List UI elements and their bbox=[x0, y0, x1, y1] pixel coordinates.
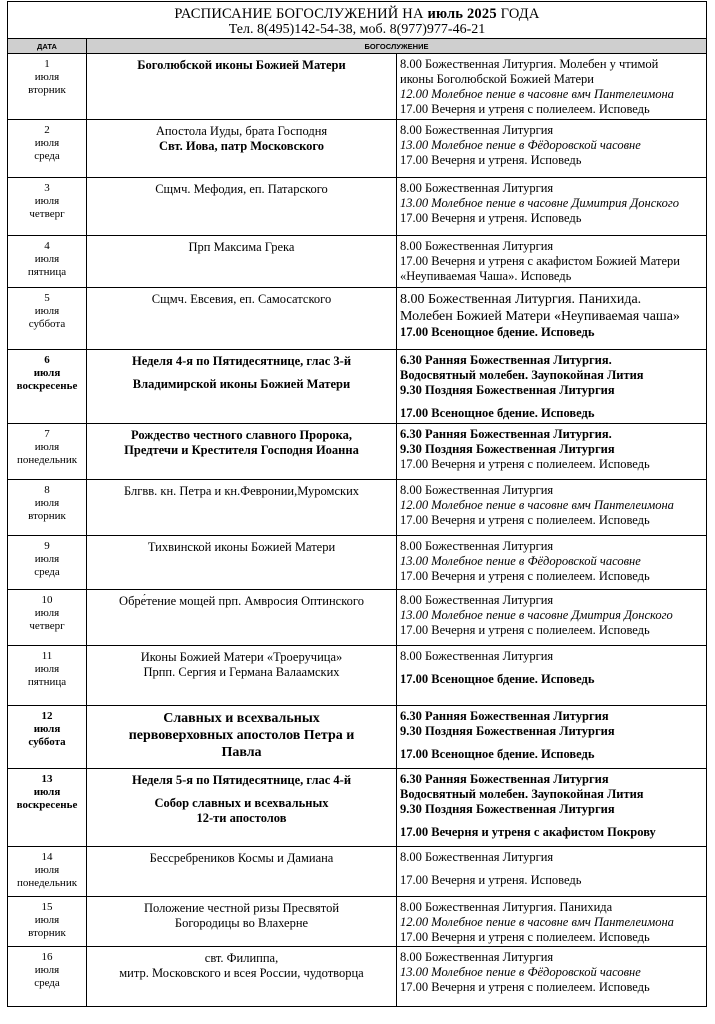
spacer bbox=[91, 369, 392, 377]
feast-cell bbox=[87, 646, 397, 706]
feast-line: Иконы Божией Матери «Троеручица» bbox=[140, 650, 343, 664]
date-cell bbox=[8, 350, 87, 424]
service-line: 17.00 Вечерня и утреня с полиелеем. Исповедь bbox=[400, 930, 650, 944]
date-cell bbox=[8, 590, 87, 646]
date-month: июля bbox=[34, 663, 60, 675]
date-weekday: четверг bbox=[29, 620, 65, 632]
service-line: 9.30 Поздняя Божественная Литургия bbox=[400, 802, 615, 816]
title-suffix: ГОДА bbox=[500, 6, 540, 22]
feast-line: свт. Филиппа, bbox=[204, 951, 279, 965]
service-line: 6.30 Ранняя Божественная Литургия bbox=[400, 709, 609, 723]
service-line: Водосвятный молебен. Заупокойная Лития bbox=[400, 787, 644, 801]
schedule-rows bbox=[8, 54, 707, 1007]
date-weekday: среда bbox=[34, 977, 60, 989]
service-cell bbox=[397, 120, 707, 178]
table-row bbox=[8, 590, 707, 646]
service-line: 17.00 Вечерня и утреня. Исповедь bbox=[400, 211, 582, 225]
feast-line: Бессребреников Космы и Дамиана bbox=[149, 851, 334, 865]
date-weekday: вторник bbox=[28, 510, 66, 522]
schedule-table bbox=[7, 38, 707, 1007]
date-month: июля bbox=[34, 914, 60, 926]
date-month: июля bbox=[34, 305, 60, 317]
service-line: 8.00 Божественная Литургия. Панихида. bbox=[400, 292, 642, 307]
date-day: 2 bbox=[44, 124, 50, 136]
service-line: 17.00 Вечерня и утреня с акафистом Покрову bbox=[400, 825, 656, 839]
service-cell bbox=[397, 350, 707, 424]
date-day: 6 bbox=[44, 354, 50, 366]
feast-line: Прпп. Сергия и Германа Валаамских bbox=[143, 665, 340, 679]
title-month: июль 2025 bbox=[427, 6, 497, 22]
table-row bbox=[8, 706, 707, 769]
date-month: июля bbox=[33, 723, 61, 735]
date-cell bbox=[8, 897, 87, 947]
feast-cell bbox=[87, 178, 397, 236]
date-day: 16 bbox=[41, 951, 53, 963]
service-line: 17.00 Всенощное бдение. Исповедь bbox=[400, 406, 595, 420]
service-line: 17.00 Вечерня и утреня с полиелеем. Исповедь bbox=[400, 980, 650, 994]
feast-line: Тихвинской иконы Божией Матери bbox=[147, 540, 336, 554]
date-weekday: вторник bbox=[28, 84, 66, 96]
service-line: 17.00 Всенощное бдение. Исповедь bbox=[400, 747, 595, 761]
feast-line: Обре́тение мощей прп. Амвросия Оптинского bbox=[119, 594, 364, 608]
title-prefix: РАСПИСАНИЕ БОГОСЛУЖЕНИЙ НА bbox=[174, 6, 424, 22]
service-cell bbox=[397, 288, 707, 350]
date-day: 9 bbox=[44, 540, 50, 552]
date-cell bbox=[8, 769, 87, 847]
feast-cell bbox=[87, 897, 397, 947]
date-month: июля bbox=[33, 367, 61, 379]
feast-cell bbox=[87, 480, 397, 536]
service-line: 12.00 Молебное пение в часовне вмч Пантелеимона bbox=[400, 498, 674, 512]
service-line: 9.30 Поздняя Божественная Литургия bbox=[400, 383, 615, 397]
service-line: 8.00 Божественная Литургия. Панихида bbox=[400, 900, 613, 914]
feast-line: Владимирской иконы Божией Матери bbox=[132, 377, 351, 391]
feast-cell bbox=[87, 590, 397, 646]
service-line: 13.00 Молебное пение в часовне Димитрия Донского bbox=[400, 196, 680, 210]
date-cell bbox=[8, 178, 87, 236]
service-line: 6.30 Ранняя Божественная Литургия. bbox=[400, 427, 612, 441]
date-day: 11 bbox=[41, 650, 53, 662]
feast-line: Славных и всехвальных bbox=[163, 711, 320, 726]
table-header-row bbox=[8, 39, 707, 54]
table-row bbox=[8, 847, 707, 897]
service-line: 8.00 Божественная Литургия bbox=[400, 950, 554, 964]
column-header-service: БОГОСЛУЖЕНИЕ bbox=[87, 39, 707, 54]
service-line: 8.00 Божественная Литургия bbox=[400, 649, 554, 663]
service-cell bbox=[397, 236, 707, 288]
service-line: 8.00 Божественная Литургия bbox=[400, 239, 554, 253]
service-line: 17.00 Всенощное бдение. Исповедь bbox=[400, 672, 595, 686]
spacer bbox=[91, 788, 392, 796]
date-month: июля bbox=[34, 441, 60, 453]
date-cell bbox=[8, 54, 87, 120]
column-header-date: ДАТА bbox=[8, 39, 87, 54]
date-day: 7 bbox=[44, 428, 50, 440]
service-line: 13.00 Молебное пение в часовне Дмитрия Донского bbox=[400, 608, 673, 622]
table-row bbox=[8, 947, 707, 1007]
service-cell bbox=[397, 646, 707, 706]
feast-line: Положение честной ризы Пресвятой bbox=[143, 901, 340, 915]
feast-line: Предтечи и Крестителя Господня Иоанна bbox=[124, 443, 359, 457]
feast-line: Богородицы во Влахерне bbox=[174, 916, 309, 930]
feast-line: Рождество честного славного Пророка, bbox=[131, 428, 352, 442]
date-weekday: вторник bbox=[28, 927, 66, 939]
service-line: 13.00 Молебное пение в Фёдоровской часовне bbox=[400, 138, 641, 152]
feast-cell bbox=[87, 54, 397, 120]
feast-cell bbox=[87, 769, 397, 847]
date-weekday: понедельник bbox=[16, 877, 78, 889]
date-day: 8 bbox=[44, 484, 50, 496]
feast-line: Апостола Иуды, брата Господня bbox=[155, 124, 328, 138]
feast-line: первоверховных апостолов Петра и bbox=[128, 728, 355, 743]
service-cell bbox=[397, 769, 707, 847]
table-row bbox=[8, 54, 707, 120]
feast-cell bbox=[87, 120, 397, 178]
page-title bbox=[8, 6, 706, 22]
date-weekday: четверг bbox=[29, 208, 65, 220]
service-line: иконы Боголюбской Божией Матери bbox=[400, 72, 595, 86]
date-day: 12 bbox=[41, 710, 53, 722]
service-line: 9.30 Поздняя Божественная Литургия bbox=[400, 724, 615, 738]
date-month: июля bbox=[34, 71, 60, 83]
service-line: «Неупиваемая Чаша». Исповедь bbox=[400, 269, 572, 283]
date-cell bbox=[8, 120, 87, 178]
date-cell bbox=[8, 536, 87, 590]
date-month: июля bbox=[34, 607, 60, 619]
spacer bbox=[400, 817, 704, 825]
service-line: 12.00 Молебное пение в часовне вмч Пантелеимона bbox=[400, 87, 674, 101]
service-line: 6.30 Ранняя Божественная Литургия bbox=[400, 772, 609, 786]
date-day: 5 bbox=[44, 292, 50, 304]
service-line: 8.00 Божественная Литургия. Молебен у чтимой bbox=[400, 57, 659, 71]
table-row bbox=[8, 350, 707, 424]
date-cell bbox=[8, 424, 87, 480]
date-weekday: суббота bbox=[28, 736, 66, 748]
table-row bbox=[8, 646, 707, 706]
service-line: 17.00 Вечерня и утреня. Исповедь bbox=[400, 873, 582, 887]
date-cell bbox=[8, 947, 87, 1007]
service-cell bbox=[397, 178, 707, 236]
table-row bbox=[8, 480, 707, 536]
schedule-page bbox=[7, 1, 707, 1007]
service-line: 9.30 Поздняя Божественная Литургия bbox=[400, 442, 615, 456]
table-row bbox=[8, 120, 707, 178]
date-cell bbox=[8, 847, 87, 897]
feast-cell bbox=[87, 536, 397, 590]
date-day: 13 bbox=[41, 773, 53, 785]
feast-line: митр. Московского и всея России, чудотворца bbox=[119, 966, 364, 980]
service-line: 8.00 Божественная Литургия bbox=[400, 123, 554, 137]
date-day: 14 bbox=[41, 851, 53, 863]
table-row bbox=[8, 178, 707, 236]
date-cell bbox=[8, 288, 87, 350]
date-month: июля bbox=[33, 786, 61, 798]
date-day: 15 bbox=[41, 901, 53, 913]
table-row bbox=[8, 424, 707, 480]
date-cell bbox=[8, 480, 87, 536]
feast-line: 12-ти апостолов bbox=[196, 811, 287, 825]
feast-cell bbox=[87, 424, 397, 480]
service-cell bbox=[397, 54, 707, 120]
feast-line: Собор славных и всехвальных bbox=[154, 796, 329, 810]
schedule-header bbox=[7, 1, 707, 38]
feast-line: Павла bbox=[221, 745, 262, 760]
date-day: 1 bbox=[44, 58, 50, 70]
date-month: июля bbox=[34, 195, 60, 207]
service-line: 17.00 Вечерня и утреня с полиелеем. Исповедь bbox=[400, 457, 650, 471]
date-day: 10 bbox=[41, 594, 53, 606]
feast-line: Блгвв. кн. Петра и кн.Февронии,Муромских bbox=[123, 484, 360, 498]
feast-cell bbox=[87, 236, 397, 288]
date-day: 4 bbox=[44, 240, 50, 252]
service-line: 17.00 Всенощное бдение. Исповедь bbox=[400, 325, 595, 339]
date-day: 3 bbox=[44, 182, 50, 194]
service-line: Водосвятный молебен. Заупокойная Лития bbox=[400, 368, 644, 382]
date-weekday: пятница bbox=[27, 266, 67, 278]
service-line: 13.00 Молебное пение в Фёдоровской часовне bbox=[400, 965, 641, 979]
feast-line: Сщмч. Мефодия, еп. Патарского bbox=[155, 182, 328, 196]
date-weekday: пятница bbox=[27, 676, 67, 688]
service-line: 8.00 Божественная Литургия bbox=[400, 483, 554, 497]
service-line: 8.00 Божественная Литургия bbox=[400, 850, 554, 864]
date-cell bbox=[8, 646, 87, 706]
service-line: 17.00 Вечерня и утреня с полиелеем. Исповедь bbox=[400, 569, 650, 583]
spacer bbox=[400, 739, 704, 747]
service-cell bbox=[397, 897, 707, 947]
phone-line: Тел. 8(495)142-54-38, моб. 8(977)977-46-21 bbox=[228, 22, 486, 37]
date-weekday: суббота bbox=[28, 318, 66, 330]
date-weekday: среда bbox=[34, 150, 60, 162]
table-row bbox=[8, 536, 707, 590]
date-weekday: воскресенье bbox=[16, 799, 78, 811]
feast-cell bbox=[87, 288, 397, 350]
date-cell bbox=[8, 706, 87, 769]
feast-line: Неделя 4-я по Пятидесятнице, глас 3-й bbox=[131, 354, 352, 368]
date-month: июля bbox=[34, 964, 60, 976]
date-cell bbox=[8, 236, 87, 288]
service-cell bbox=[397, 947, 707, 1007]
service-line: 17.00 Вечерня и утреня с полиелеем. Исповедь bbox=[400, 623, 650, 637]
service-line: 8.00 Божественная Литургия bbox=[400, 181, 554, 195]
service-cell bbox=[397, 424, 707, 480]
feast-cell bbox=[87, 350, 397, 424]
feast-line: Прп Максима Грека bbox=[188, 240, 295, 254]
date-weekday: воскресенье bbox=[16, 380, 78, 392]
date-weekday: среда bbox=[34, 566, 60, 578]
date-month: июля bbox=[34, 137, 60, 149]
service-cell bbox=[397, 590, 707, 646]
date-month: июля bbox=[34, 864, 60, 876]
feast-line: Сщмч. Евсевия, еп. Самосатского bbox=[151, 292, 332, 306]
table-row bbox=[8, 236, 707, 288]
service-cell bbox=[397, 536, 707, 590]
spacer bbox=[400, 664, 704, 672]
feast-cell bbox=[87, 947, 397, 1007]
table-row bbox=[8, 288, 707, 350]
service-line: 17.00 Вечерня и утреня с акафистом Божией Матери bbox=[400, 254, 680, 268]
date-month: июля bbox=[34, 253, 60, 265]
service-line: 8.00 Божественная Литургия bbox=[400, 593, 554, 607]
table-row bbox=[8, 897, 707, 947]
date-month: июля bbox=[34, 553, 60, 565]
service-line: 6.30 Ранняя Божественная Литургия. bbox=[400, 353, 612, 367]
feast-line: Неделя 5-я по Пятидесятнице, глас 4-й bbox=[131, 773, 352, 787]
service-line: 17.00 Вечерня и утреня. Исповедь bbox=[400, 153, 582, 167]
service-line: 12.00 Молебное пение в часовне вмч Пантелеимона bbox=[400, 915, 674, 929]
spacer bbox=[400, 865, 704, 873]
feast-line: Боголюбской иконы Божией Матери bbox=[137, 58, 346, 72]
spacer bbox=[400, 398, 704, 406]
service-line: 17.00 Вечерня и утреня с полиелеем. Исповедь bbox=[400, 513, 650, 527]
service-line: 13.00 Молебное пение в Фёдоровской часовне bbox=[400, 554, 641, 568]
table-row bbox=[8, 769, 707, 847]
service-cell bbox=[397, 706, 707, 769]
service-line: Молебен Божией Матери «Неупиваемая чаша» bbox=[400, 309, 680, 324]
service-cell bbox=[397, 847, 707, 897]
feast-cell bbox=[87, 706, 397, 769]
service-cell bbox=[397, 480, 707, 536]
date-month: июля bbox=[34, 497, 60, 509]
service-line: 8.00 Божественная Литургия bbox=[400, 539, 554, 553]
date-weekday: понедельник bbox=[16, 454, 78, 466]
feast-cell bbox=[87, 847, 397, 897]
service-line: 17.00 Вечерня и утреня с полиелеем. Исповедь bbox=[400, 102, 650, 116]
feast-line: Свт. Иова, патр Московского bbox=[158, 139, 325, 153]
